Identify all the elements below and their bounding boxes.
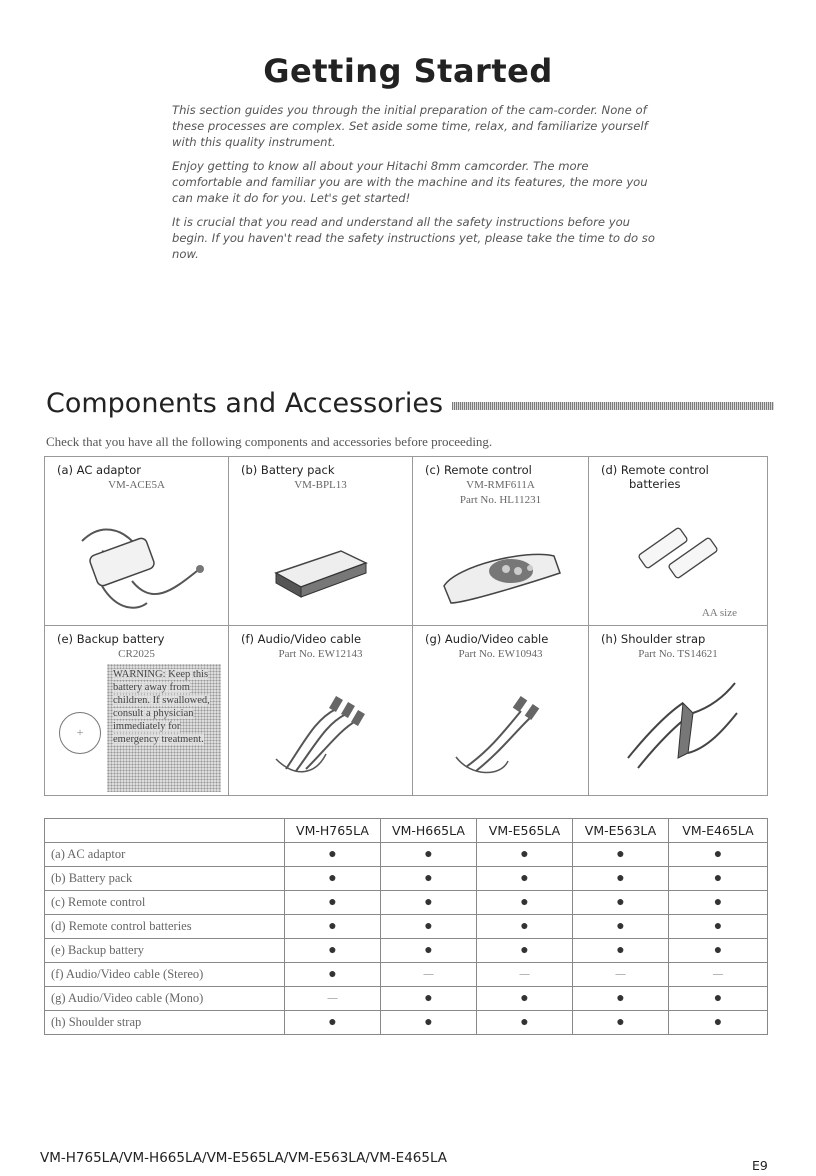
component-cell-ac-adaptor <box>45 457 229 626</box>
table-row <box>45 867 768 891</box>
table-cell-mark: ● <box>669 915 768 939</box>
component-cell-battery-pack <box>229 457 413 626</box>
table-cell-mark: ● <box>285 963 381 987</box>
table-cell-mark: ● <box>285 939 381 963</box>
table-cell-mark: ● <box>477 939 573 963</box>
av-cable-stereo-icon <box>266 679 376 779</box>
table-cell-mark: ● <box>285 891 381 915</box>
table-cell-mark: ● <box>573 891 669 915</box>
component-model: CR2025 <box>118 648 155 660</box>
table-cell-mark: ● <box>669 939 768 963</box>
table-cell-mark: ● <box>573 1011 669 1035</box>
table-cell-mark: ● <box>573 915 669 939</box>
table-cell-mark: ● <box>477 867 573 891</box>
table-header-row <box>45 819 768 843</box>
table-header-model: VM-H665LA <box>381 819 477 843</box>
component-cell-remote-control <box>413 457 589 626</box>
table-cell-mark: ● <box>573 939 669 963</box>
table-cell-mark: ● <box>669 843 768 867</box>
table-header-model: VM-H765LA <box>285 819 381 843</box>
table-cell-mark: ● <box>669 867 768 891</box>
check-instruction: Check that you have all the following components and accessories before proceeding. <box>46 434 493 449</box>
component-label: (f) Audio/Video cable <box>241 632 362 646</box>
table-cell-mark: ● <box>381 1011 477 1035</box>
coin-battery-icon: + <box>59 712 101 754</box>
compatibility-table <box>44 818 768 1035</box>
table-header-model: VM-E563LA <box>573 819 669 843</box>
component-cell-av-cable-stereo <box>229 626 413 795</box>
page-number: E9 <box>752 1158 768 1173</box>
table-header-model: VM-E465LA <box>669 819 768 843</box>
aa-batteries-icon <box>628 525 728 585</box>
table-cell-mark: ● <box>381 891 477 915</box>
table-cell-mark: ● <box>285 1011 381 1035</box>
table-cell-mark: — <box>573 963 669 987</box>
table-row-item: (c) Remote control <box>45 891 285 915</box>
warning-text: WARNING: Keep this battery away from children. If swallowed, consult a physician immediately for emergency treatment. <box>113 669 210 745</box>
component-cell-av-cable-mono <box>413 626 589 795</box>
intro-paragraph: This section guides you through the initial preparation of the cam-corder. None of these processes are complex. Set aside some time, relax, and familiarize yourself with this quality instrument. <box>172 103 648 149</box>
components-grid <box>44 456 768 796</box>
table-row-item: (f) Audio/Video cable (Stereo) <box>45 963 285 987</box>
table-row <box>45 915 768 939</box>
table-cell-mark: — <box>477 963 573 987</box>
table-cell-mark: ● <box>477 891 573 915</box>
table-row-item: (a) AC adaptor <box>45 843 285 867</box>
component-model: VM-ACE5A <box>108 479 165 491</box>
component-label: (c) Remote control <box>425 463 532 477</box>
table-row-item: (b) Battery pack <box>45 867 285 891</box>
table-cell-mark: ● <box>381 915 477 939</box>
component-label: (b) Battery pack <box>241 463 335 477</box>
table-cell-mark: ● <box>477 915 573 939</box>
warning-box <box>107 664 221 792</box>
section-heading: Components and Accessories <box>46 388 444 419</box>
table-cell-mark: ● <box>573 867 669 891</box>
table-cell-mark: ● <box>381 987 477 1011</box>
component-label: (e) Backup battery <box>57 632 165 646</box>
intro-text <box>172 102 662 270</box>
component-label: (d) Remote control <box>601 463 709 477</box>
remote-control-icon <box>436 541 566 611</box>
table-row-item: (g) Audio/Video cable (Mono) <box>45 987 285 1011</box>
table-cell-mark: ● <box>669 891 768 915</box>
av-cable-mono-icon <box>446 679 556 779</box>
table-cell-mark: ● <box>573 843 669 867</box>
table-row-item: (e) Backup battery <box>45 939 285 963</box>
table-cell-mark: ● <box>573 987 669 1011</box>
intro-paragraph: Enjoy getting to know all about your Hitachi 8mm camcorder. The more comfortable and familiar you are with the machine and its features, the more you can make it do for you. Let's get started! <box>172 159 648 205</box>
table-cell-mark: ● <box>477 843 573 867</box>
table-cell-mark: ● <box>669 987 768 1011</box>
table-row <box>45 963 768 987</box>
component-cell-remote-batteries <box>589 457 767 626</box>
ac-adaptor-icon <box>62 511 212 621</box>
table-cell-mark: ● <box>285 867 381 891</box>
component-model: VM-BPL13 <box>294 479 347 491</box>
component-model: VM-RMF611A <box>466 479 535 491</box>
table-cell-mark: — <box>381 963 477 987</box>
table-row-item: (d) Remote control batteries <box>45 915 285 939</box>
table-row <box>45 891 768 915</box>
table-header-model: VM-E565LA <box>477 819 573 843</box>
table-cell-mark: ● <box>381 939 477 963</box>
table-row <box>45 843 768 867</box>
table-cell-mark: ● <box>477 987 573 1011</box>
aa-size-note: AA size <box>701 607 737 619</box>
table-cell-mark: ● <box>669 1011 768 1035</box>
table-row-item: (h) Shoulder strap <box>45 1011 285 1035</box>
table-cell-mark: ● <box>285 843 381 867</box>
intro-paragraph: It is crucial that you read and understand all the safety instructions before you begin. If you haven't read the safety instructions yet, please take the time to do so now. <box>172 215 655 261</box>
section-rule <box>452 402 774 410</box>
table-cell-mark: — <box>669 963 768 987</box>
component-label: (h) Shoulder strap <box>601 632 706 646</box>
table-cell-mark: ● <box>285 915 381 939</box>
table-cell-mark: ● <box>381 843 477 867</box>
battery-pack-icon <box>266 543 376 603</box>
component-cell-shoulder-strap <box>589 626 767 795</box>
component-part-number: Part No. EW12143 <box>278 648 363 660</box>
shoulder-strap-icon <box>613 673 743 783</box>
component-part-number: Part No. HL11231 <box>459 494 542 506</box>
table-header-blank <box>45 819 285 843</box>
component-label: (a) AC adaptor <box>57 463 141 477</box>
component-cell-backup-battery <box>45 626 229 795</box>
footer-model-list: VM-H765LA/VM-H665LA/VM-E565LA/VM-E563LA/VM-E465LA <box>40 1150 448 1166</box>
page-title: Getting Started <box>263 52 553 90</box>
table-cell-mark: ● <box>477 1011 573 1035</box>
component-part-number: Part No. TS14621 <box>638 648 718 660</box>
table-row <box>45 939 768 963</box>
component-part-number: Part No. EW10943 <box>458 648 543 660</box>
component-label-line2: batteries <box>629 477 681 491</box>
component-label: (g) Audio/Video cable <box>425 632 549 646</box>
table-cell-mark: — <box>285 987 381 1011</box>
table-row <box>45 1011 768 1035</box>
table-cell-mark: ● <box>381 867 477 891</box>
table-row <box>45 987 768 1011</box>
